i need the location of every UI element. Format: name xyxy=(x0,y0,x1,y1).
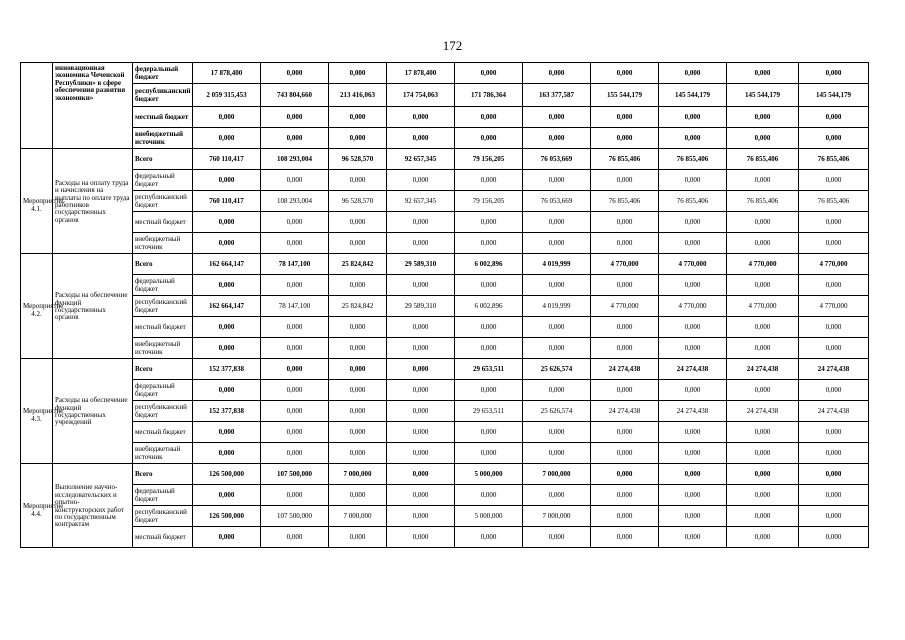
value-cell: 0,000 xyxy=(387,380,455,401)
value-cell: 0,000 xyxy=(799,506,869,527)
funding-source: местный бюджет xyxy=(133,422,193,443)
value-cell: 0,000 xyxy=(659,485,727,506)
value-cell: 0,000 xyxy=(799,63,869,84)
value-cell: 0,000 xyxy=(387,527,455,548)
value-cell: 0,000 xyxy=(727,464,799,485)
value-cell: 4 770,000 xyxy=(591,254,659,275)
table-row xyxy=(21,338,869,359)
table-row xyxy=(21,170,869,191)
value-cell: 0,000 xyxy=(193,233,261,254)
value-cell: 0,000 xyxy=(455,443,523,464)
table-row xyxy=(21,233,869,254)
measure-label: Расходы на обеспечение функций государственных органов xyxy=(53,254,133,359)
value-cell: 0,000 xyxy=(799,443,869,464)
value-cell: 0,000 xyxy=(329,170,387,191)
value-cell: 0,000 xyxy=(261,107,329,128)
value-cell: 0,000 xyxy=(659,63,727,84)
value-cell: 0,000 xyxy=(329,443,387,464)
value-cell: 0,000 xyxy=(591,485,659,506)
value-cell: 0,000 xyxy=(387,359,455,380)
value-cell: 0,000 xyxy=(523,443,591,464)
value-cell: 145 544,179 xyxy=(799,84,869,107)
value-cell: 0,000 xyxy=(523,63,591,84)
value-cell: 0,000 xyxy=(659,275,727,296)
value-cell: 0,000 xyxy=(799,170,869,191)
value-cell: 0,000 xyxy=(523,527,591,548)
value-cell: 213 416,063 xyxy=(329,84,387,107)
value-cell: 163 377,587 xyxy=(523,84,591,107)
value-cell: 0,000 xyxy=(387,212,455,233)
funding-source: республиканский бюджет xyxy=(133,191,193,212)
value-cell: 29 589,310 xyxy=(387,254,455,275)
value-cell: 126 500,000 xyxy=(193,506,261,527)
measure-code: Мероприятие 4.4. xyxy=(21,464,53,548)
measure-code: Мероприятие 4.2. xyxy=(21,254,53,359)
value-cell: 0,000 xyxy=(727,317,799,338)
value-cell: 0,000 xyxy=(523,317,591,338)
value-cell: 0,000 xyxy=(455,128,523,149)
value-cell: 0,000 xyxy=(659,380,727,401)
table-row xyxy=(21,485,869,506)
value-cell: 0,000 xyxy=(591,107,659,128)
value-cell: 0,000 xyxy=(727,422,799,443)
funding-source: федеральный бюджет xyxy=(133,275,193,296)
value-cell: 0,000 xyxy=(591,464,659,485)
value-cell: 79 156,205 xyxy=(455,191,523,212)
value-cell: 0,000 xyxy=(329,401,387,422)
value-cell: 0,000 xyxy=(329,380,387,401)
value-cell: 152 377,838 xyxy=(193,401,261,422)
table-row xyxy=(21,527,869,548)
value-cell: 0,000 xyxy=(387,275,455,296)
budget-table xyxy=(20,62,869,548)
value-cell: 0,000 xyxy=(799,527,869,548)
value-cell: 0,000 xyxy=(193,380,261,401)
value-cell: 4 019,999 xyxy=(523,254,591,275)
value-cell: 0,000 xyxy=(261,443,329,464)
value-cell: 7 000,000 xyxy=(329,506,387,527)
value-cell: 76 855,406 xyxy=(591,191,659,212)
value-cell: 5 000,000 xyxy=(455,506,523,527)
value-cell: 0,000 xyxy=(659,233,727,254)
value-cell: 0,000 xyxy=(591,443,659,464)
value-cell: 0,000 xyxy=(261,359,329,380)
value-cell: 24 274,438 xyxy=(727,359,799,380)
funding-source: Всего xyxy=(133,254,193,275)
value-cell: 0,000 xyxy=(591,233,659,254)
value-cell: 145 544,179 xyxy=(727,84,799,107)
measure-label: инновационная экономика Чеченской Республики» в сфере обеспечения развития экономики» xyxy=(53,63,133,149)
value-cell: 0,000 xyxy=(659,212,727,233)
value-cell: 17 878,400 xyxy=(387,63,455,84)
value-cell: 0,000 xyxy=(799,317,869,338)
value-cell: 0,000 xyxy=(659,527,727,548)
value-cell: 7 000,000 xyxy=(523,506,591,527)
value-cell: 0,000 xyxy=(659,107,727,128)
measure-code: Мероприятие 4.1. xyxy=(21,149,53,254)
table-row xyxy=(21,275,869,296)
value-cell: 25 824,842 xyxy=(329,254,387,275)
funding-source: внебюджетный источник xyxy=(133,338,193,359)
value-cell: 0,000 xyxy=(591,506,659,527)
measure-label: Выполнение научно-исследовательских и опытно-конструкторских работ по государственным контрактам xyxy=(53,464,133,548)
value-cell: 0,000 xyxy=(329,275,387,296)
funding-source: федеральный бюджет xyxy=(133,170,193,191)
table-row xyxy=(21,107,869,128)
value-cell: 0,000 xyxy=(727,233,799,254)
value-cell: 760 110,417 xyxy=(193,191,261,212)
value-cell: 0,000 xyxy=(727,506,799,527)
table-row xyxy=(21,212,869,233)
value-cell: 0,000 xyxy=(387,422,455,443)
value-cell: 0,000 xyxy=(727,380,799,401)
value-cell: 0,000 xyxy=(193,422,261,443)
value-cell: 0,000 xyxy=(727,275,799,296)
value-cell: 0,000 xyxy=(727,63,799,84)
value-cell: 4 019,999 xyxy=(523,296,591,317)
table-row xyxy=(21,506,869,527)
value-cell: 6 002,896 xyxy=(455,254,523,275)
value-cell: 78 147,100 xyxy=(261,254,329,275)
value-cell: 0,000 xyxy=(799,233,869,254)
value-cell: 4 770,000 xyxy=(659,296,727,317)
value-cell: 0,000 xyxy=(387,485,455,506)
value-cell: 0,000 xyxy=(387,107,455,128)
value-cell: 0,000 xyxy=(659,506,727,527)
value-cell: 0,000 xyxy=(591,422,659,443)
value-cell: 96 528,570 xyxy=(329,191,387,212)
value-cell: 0,000 xyxy=(193,443,261,464)
value-cell: 4 770,000 xyxy=(727,254,799,275)
table-row xyxy=(21,464,869,485)
value-cell: 2 059 315,453 xyxy=(193,84,261,107)
value-cell: 0,000 xyxy=(799,128,869,149)
value-cell: 174 754,063 xyxy=(387,84,455,107)
value-cell: 0,000 xyxy=(659,128,727,149)
value-cell: 0,000 xyxy=(799,422,869,443)
value-cell: 0,000 xyxy=(387,443,455,464)
value-cell: 0,000 xyxy=(523,233,591,254)
value-cell: 96 528,570 xyxy=(329,149,387,170)
funding-source: местный бюджет xyxy=(133,317,193,338)
value-cell: 0,000 xyxy=(387,338,455,359)
value-cell: 108 293,004 xyxy=(261,191,329,212)
value-cell: 0,000 xyxy=(261,233,329,254)
value-cell: 0,000 xyxy=(193,170,261,191)
value-cell: 24 274,438 xyxy=(727,401,799,422)
funding-source: Всего xyxy=(133,149,193,170)
value-cell: 0,000 xyxy=(329,359,387,380)
value-cell: 0,000 xyxy=(799,212,869,233)
value-cell: 24 274,438 xyxy=(591,401,659,422)
table-row xyxy=(21,422,869,443)
measure-label: Расходы на обеспечение функций государственных учреждений xyxy=(53,359,133,464)
value-cell: 4 770,000 xyxy=(799,296,869,317)
value-cell: 0,000 xyxy=(523,485,591,506)
value-cell: 0,000 xyxy=(261,212,329,233)
value-cell: 4 770,000 xyxy=(727,296,799,317)
value-cell: 0,000 xyxy=(455,527,523,548)
value-cell: 7 000,000 xyxy=(329,464,387,485)
value-cell: 0,000 xyxy=(591,63,659,84)
value-cell: 0,000 xyxy=(799,338,869,359)
funding-source: внебюджетный источник xyxy=(133,233,193,254)
value-cell: 0,000 xyxy=(387,128,455,149)
value-cell: 0,000 xyxy=(329,107,387,128)
value-cell: 0,000 xyxy=(387,170,455,191)
value-cell: 0,000 xyxy=(455,485,523,506)
value-cell: 0,000 xyxy=(329,527,387,548)
value-cell: 76 855,406 xyxy=(591,149,659,170)
page-number: 172 xyxy=(442,38,463,53)
value-cell: 0,000 xyxy=(659,422,727,443)
value-cell: 0,000 xyxy=(387,233,455,254)
value-cell: 0,000 xyxy=(261,485,329,506)
table-row xyxy=(21,380,869,401)
value-cell: 0,000 xyxy=(591,317,659,338)
value-cell: 79 156,205 xyxy=(455,149,523,170)
value-cell: 0,000 xyxy=(261,401,329,422)
table-row xyxy=(21,359,869,380)
value-cell: 0,000 xyxy=(591,275,659,296)
value-cell: 0,000 xyxy=(329,338,387,359)
value-cell: 29 653,511 xyxy=(455,401,523,422)
measure-code-cell xyxy=(21,63,53,149)
value-cell: 24 274,438 xyxy=(659,401,727,422)
value-cell: 76 855,406 xyxy=(659,191,727,212)
value-cell: 0,000 xyxy=(727,128,799,149)
value-cell: 152 377,838 xyxy=(193,359,261,380)
value-cell: 0,000 xyxy=(329,317,387,338)
value-cell: 0,000 xyxy=(799,464,869,485)
table-row xyxy=(21,443,869,464)
value-cell: 0,000 xyxy=(659,170,727,191)
table-row xyxy=(21,128,869,149)
value-cell: 0,000 xyxy=(727,443,799,464)
value-cell: 0,000 xyxy=(329,422,387,443)
value-cell: 155 544,179 xyxy=(591,84,659,107)
value-cell: 0,000 xyxy=(261,63,329,84)
value-cell: 24 274,438 xyxy=(591,359,659,380)
funding-source: республиканский бюджет xyxy=(133,84,193,107)
value-cell: 0,000 xyxy=(727,527,799,548)
value-cell: 0,000 xyxy=(387,401,455,422)
value-cell: 92 657,345 xyxy=(387,149,455,170)
value-cell: 0,000 xyxy=(523,422,591,443)
value-cell: 0,000 xyxy=(799,380,869,401)
value-cell: 76 855,406 xyxy=(659,149,727,170)
value-cell: 162 664,147 xyxy=(193,254,261,275)
value-cell: 0,000 xyxy=(591,212,659,233)
value-cell: 0,000 xyxy=(261,128,329,149)
value-cell: 0,000 xyxy=(455,275,523,296)
value-cell: 24 274,438 xyxy=(799,359,869,380)
value-cell: 0,000 xyxy=(727,485,799,506)
value-cell: 0,000 xyxy=(523,380,591,401)
value-cell: 0,000 xyxy=(523,128,591,149)
value-cell: 0,000 xyxy=(261,380,329,401)
value-cell: 0,000 xyxy=(387,506,455,527)
value-cell: 24 274,438 xyxy=(799,401,869,422)
value-cell: 0,000 xyxy=(193,485,261,506)
value-cell: 107 500,000 xyxy=(261,464,329,485)
value-cell: 108 293,004 xyxy=(261,149,329,170)
value-cell: 0,000 xyxy=(727,170,799,191)
value-cell: 0,000 xyxy=(329,485,387,506)
table-row xyxy=(21,317,869,338)
value-cell: 0,000 xyxy=(261,170,329,191)
value-cell: 0,000 xyxy=(455,170,523,191)
value-cell: 0,000 xyxy=(455,422,523,443)
measure-label: Расходы на оплату труда и начисления на выплаты по оплате труда работников государственных органов xyxy=(53,149,133,254)
funding-source: федеральный бюджет xyxy=(133,380,193,401)
value-cell: 76 855,406 xyxy=(799,191,869,212)
funding-source: федеральный бюджет xyxy=(133,485,193,506)
value-cell: 760 110,417 xyxy=(193,149,261,170)
value-cell: 145 544,179 xyxy=(659,84,727,107)
value-cell: 0,000 xyxy=(523,170,591,191)
value-cell: 0,000 xyxy=(455,317,523,338)
value-cell: 0,000 xyxy=(261,422,329,443)
funding-source: внебюджетный источник xyxy=(133,443,193,464)
funding-source: местный бюджет xyxy=(133,527,193,548)
value-cell: 0,000 xyxy=(387,464,455,485)
value-cell: 0,000 xyxy=(193,317,261,338)
value-cell: 0,000 xyxy=(727,212,799,233)
value-cell: 29 589,310 xyxy=(387,296,455,317)
value-cell: 7 000,000 xyxy=(523,464,591,485)
value-cell: 0,000 xyxy=(193,212,261,233)
value-cell: 0,000 xyxy=(799,107,869,128)
value-cell: 24 274,438 xyxy=(659,359,727,380)
value-cell: 17 878,400 xyxy=(193,63,261,84)
value-cell: 0,000 xyxy=(329,128,387,149)
value-cell: 0,000 xyxy=(329,212,387,233)
value-cell: 25 626,574 xyxy=(523,401,591,422)
value-cell: 4 770,000 xyxy=(659,254,727,275)
measure-code: Мероприятие 4.3. xyxy=(21,359,53,464)
funding-source: республиканский бюджет xyxy=(133,506,193,527)
table-row xyxy=(21,254,869,275)
value-cell: 76 053,669 xyxy=(523,149,591,170)
value-cell: 6 002,896 xyxy=(455,296,523,317)
value-cell: 0,000 xyxy=(799,275,869,296)
funding-source: федеральный бюджет xyxy=(133,63,193,84)
value-cell: 0,000 xyxy=(455,212,523,233)
value-cell: 0,000 xyxy=(261,317,329,338)
table-row xyxy=(21,84,869,107)
value-cell: 0,000 xyxy=(455,338,523,359)
value-cell: 0,000 xyxy=(591,338,659,359)
value-cell: 162 664,147 xyxy=(193,296,261,317)
value-cell: 0,000 xyxy=(193,128,261,149)
value-cell: 0,000 xyxy=(727,338,799,359)
value-cell: 0,000 xyxy=(591,170,659,191)
funding-source: республиканский бюджет xyxy=(133,296,193,317)
value-cell: 0,000 xyxy=(523,275,591,296)
value-cell: 0,000 xyxy=(261,275,329,296)
value-cell: 0,000 xyxy=(523,212,591,233)
value-cell: 0,000 xyxy=(455,380,523,401)
value-cell: 29 653,511 xyxy=(455,359,523,380)
value-cell: 0,000 xyxy=(455,107,523,128)
value-cell: 76 855,406 xyxy=(727,149,799,170)
value-cell: 0,000 xyxy=(455,233,523,254)
funding-source: внебюджетный источник xyxy=(133,128,193,149)
funding-source: местный бюджет xyxy=(133,212,193,233)
value-cell: 0,000 xyxy=(727,107,799,128)
value-cell: 0,000 xyxy=(329,233,387,254)
value-cell: 0,000 xyxy=(591,380,659,401)
value-cell: 0,000 xyxy=(329,63,387,84)
value-cell: 0,000 xyxy=(193,338,261,359)
value-cell: 0,000 xyxy=(659,464,727,485)
value-cell: 92 657,345 xyxy=(387,191,455,212)
value-cell: 0,000 xyxy=(659,443,727,464)
value-cell: 0,000 xyxy=(659,317,727,338)
table-row xyxy=(21,401,869,422)
value-cell: 107 500,000 xyxy=(261,506,329,527)
table-row xyxy=(21,191,869,212)
value-cell: 25 626,574 xyxy=(523,359,591,380)
funding-source: Всего xyxy=(133,464,193,485)
value-cell: 0,000 xyxy=(659,338,727,359)
table-row xyxy=(21,296,869,317)
value-cell: 126 500,000 xyxy=(193,464,261,485)
value-cell: 0,000 xyxy=(523,107,591,128)
value-cell: 743 804,660 xyxy=(261,84,329,107)
value-cell: 0,000 xyxy=(455,63,523,84)
value-cell: 76 855,406 xyxy=(799,149,869,170)
value-cell: 0,000 xyxy=(799,485,869,506)
value-cell: 0,000 xyxy=(193,107,261,128)
value-cell: 4 770,000 xyxy=(799,254,869,275)
value-cell: 0,000 xyxy=(523,338,591,359)
value-cell: 4 770,000 xyxy=(591,296,659,317)
value-cell: 78 147,100 xyxy=(261,296,329,317)
value-cell: 0,000 xyxy=(261,527,329,548)
value-cell: 5 000,000 xyxy=(455,464,523,485)
value-cell: 76 855,406 xyxy=(727,191,799,212)
value-cell: 0,000 xyxy=(261,338,329,359)
funding-source: местный бюджет xyxy=(133,107,193,128)
value-cell: 171 786,364 xyxy=(455,84,523,107)
value-cell: 0,000 xyxy=(387,317,455,338)
funding-source: республиканский бюджет xyxy=(133,401,193,422)
value-cell: 0,000 xyxy=(193,527,261,548)
value-cell: 0,000 xyxy=(193,275,261,296)
value-cell: 76 053,669 xyxy=(523,191,591,212)
value-cell: 0,000 xyxy=(591,128,659,149)
table-row xyxy=(21,63,869,84)
value-cell: 0,000 xyxy=(591,527,659,548)
funding-source: Всего xyxy=(133,359,193,380)
table-row xyxy=(21,149,869,170)
value-cell: 25 824,842 xyxy=(329,296,387,317)
